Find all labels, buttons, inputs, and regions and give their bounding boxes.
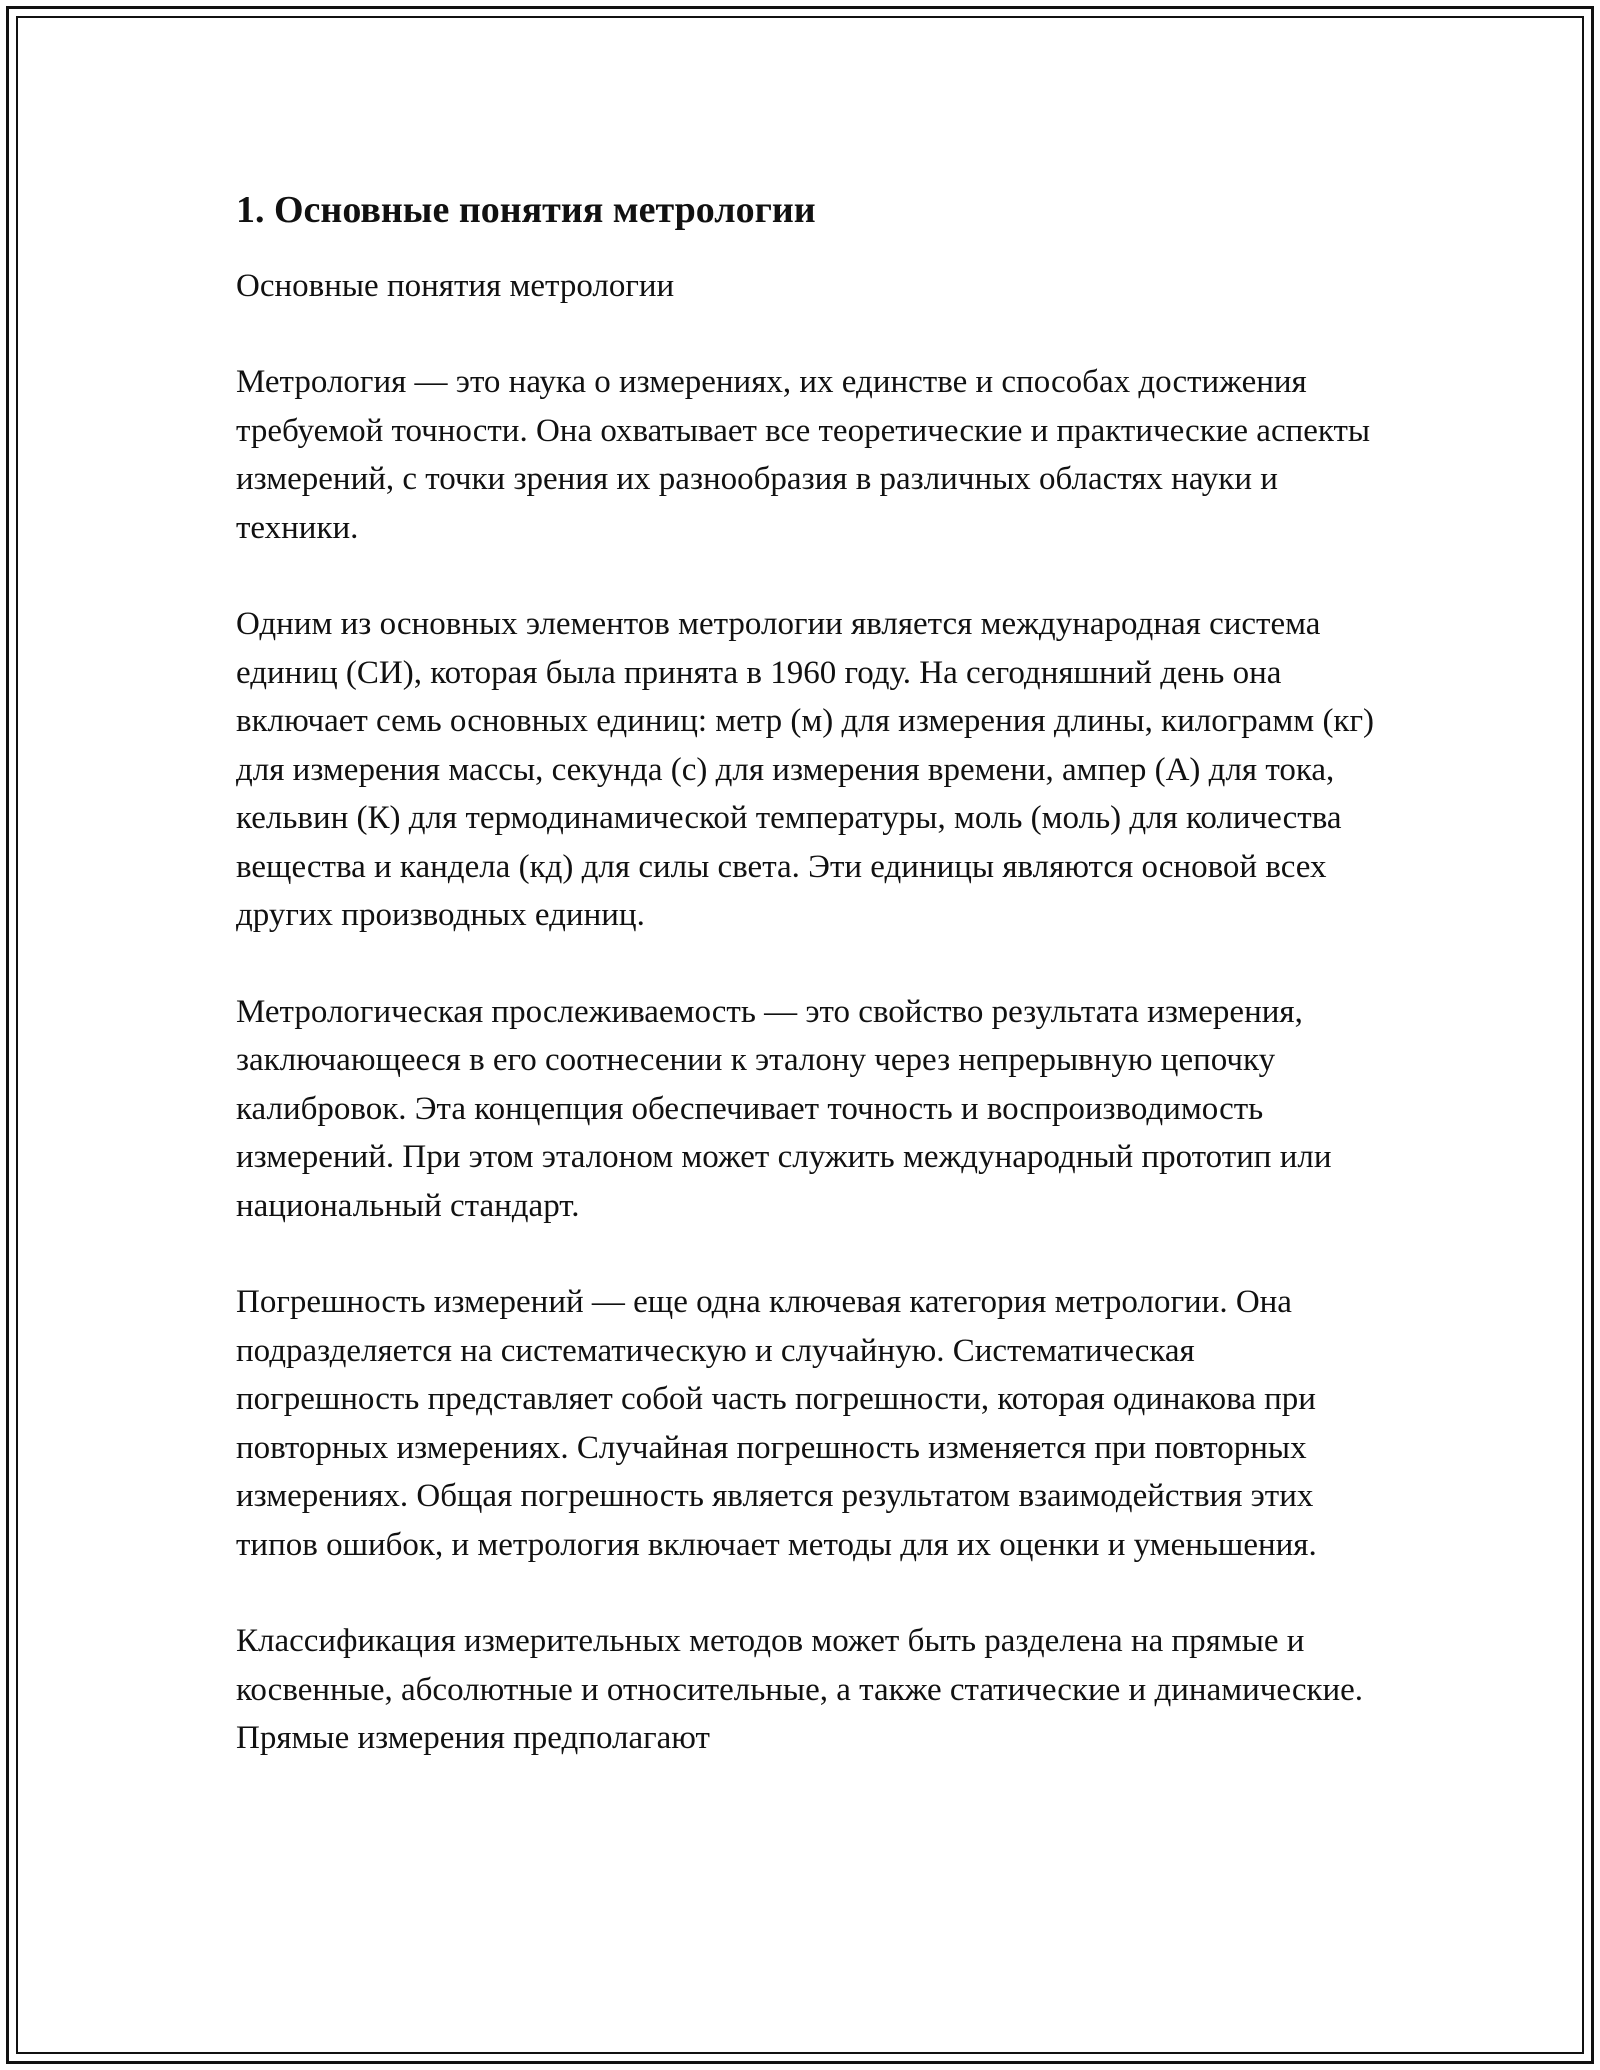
paragraph-measurement-error: Погрешность измерений — еще одна ключевая категория метрологии. Она подразделяется на систематическую и случайную. Систематическая погрешность представляет собой часть погрешности, которая одинакова при повторных измерениях. Случайная погрешность изменяется при повторных измерениях. Общая погрешность является результатом взаимодействия этих типов ошибок, и метрология включает методы для их оценки и уменьшения. [236, 1284, 1317, 1563]
paragraph-si-units: Одним из основных элементов метрологии является международная система единиц (СИ), которая была принята в 1960 году. На сегодняшний день она включает семь основных единиц: метр (м) для измерения длины, килограмм (кг) для измерения массы, секунда (с) для измерения времени, ампер (А) для тока, кельвин (К) для термодинамической температуры, моль (моль) для количества вещества и кандела (кд) для силы света. Эти единицы являются основой всех других производных единиц. [236, 606, 1374, 933]
page-title: 1. Основные понятия метрологии [236, 189, 816, 231]
paragraph-traceability: Метрологическая прослеживаемость — это свойство результата измерения, заключающееся в его соотнесении к эталону через непрерывную цепочку калибровок. Эта концепция обеспечивает точность и воспроизводимость измерений. При этом эталоном может служить международный прототип или национальный стандарт. [236, 993, 1332, 1224]
paragraph-methods-classification: Классификация измерительных методов может быть разделена на прямые и косвенные, абсолютные и относительные, а также статические и динамические. Прямые измерения предполагают [236, 1623, 1364, 1756]
paragraph-definition: Метрология — это наука о измерениях, их единстве и способах достижения требуемой точности. Она охватывает все теоретические и практические аспекты измерений, с точки зрения их разнообразия в различных областях науки и техники. [236, 364, 1371, 546]
section-subtitle: Основные понятия метрологии [236, 268, 675, 304]
document-body [236, 186, 1386, 1811]
